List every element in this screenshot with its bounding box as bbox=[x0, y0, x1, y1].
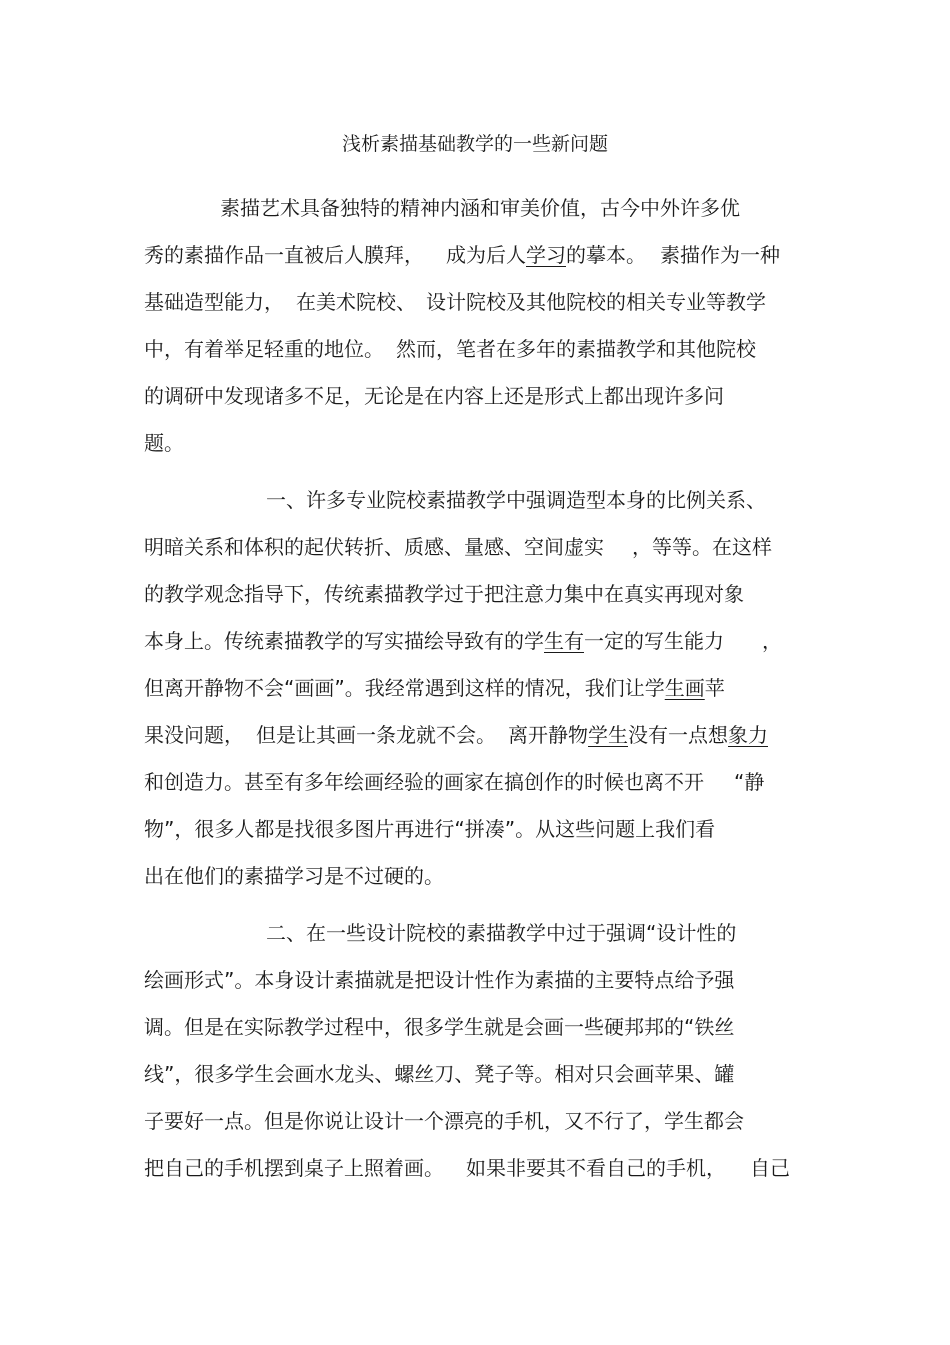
underlined-text: 学生 bbox=[588, 723, 628, 747]
text-span: 题。 bbox=[144, 431, 184, 455]
paragraph-2-line-4 bbox=[144, 628, 782, 654]
underlined-text: 学习 bbox=[526, 243, 566, 267]
text-span: 如果非要其不看自己的手机， bbox=[466, 1156, 726, 1180]
text-span: 成为后人 bbox=[446, 243, 526, 267]
text-span: 素描作为一种 bbox=[660, 243, 780, 267]
paragraph-3-line-5 bbox=[144, 1108, 744, 1134]
text-span: 的摹本。 bbox=[566, 243, 646, 267]
paragraph-3-line-6 bbox=[144, 1155, 790, 1181]
text-span: 基础造型能力， bbox=[144, 290, 284, 314]
text-span: 的调研中发现诸多不足，无论是在内容上还是形式上都出现许多问 bbox=[144, 384, 724, 408]
underlined-text: 生画 bbox=[664, 676, 705, 700]
text-span: 在美术院校、 bbox=[296, 290, 416, 314]
text-span: 出在他们的素描学习是不过硬的。 bbox=[144, 864, 444, 888]
text-span: 自己 bbox=[750, 1156, 790, 1180]
paragraph-1-line-3 bbox=[144, 289, 766, 315]
paragraph-1-line-5 bbox=[144, 383, 724, 409]
text-span: 素描艺术具备独特的精神内涵和审美价值，古今中外许多优 bbox=[220, 196, 740, 220]
paragraph-3-line-1 bbox=[266, 920, 736, 946]
paragraph-2-line-6 bbox=[144, 722, 768, 748]
text-span: 果没问题， bbox=[144, 723, 244, 747]
text-span: 明暗关系和体积的起伏转折、质感、量感、空间虚实 bbox=[144, 535, 604, 559]
paragraph-2-line-5 bbox=[144, 675, 725, 701]
text-span: 的教学观念指导下，传统素描教学过于把注意力集中在真实再现对象 bbox=[144, 582, 744, 606]
text-span: “静 bbox=[734, 770, 765, 794]
paragraph-2-line-7 bbox=[144, 769, 764, 795]
text-span: 本身上。传统素描教学的写实描绘导致有的学 bbox=[144, 629, 544, 653]
text-span: 离开静物 bbox=[508, 723, 588, 747]
text-span: 和创造力。甚至有多年绘画经验的画家在搞创作的时候也离不开 bbox=[144, 770, 704, 794]
text-span: ， bbox=[762, 629, 782, 653]
paragraph-2-line-2 bbox=[144, 534, 772, 560]
text-span: 二、在一些设计院校的素描教学中过于强调“设计性的 bbox=[266, 921, 737, 945]
paragraph-1-line-1 bbox=[220, 195, 740, 221]
paragraph-1-line-2 bbox=[144, 242, 780, 268]
text-span: ，等等。在这样 bbox=[632, 535, 772, 559]
paragraph-3-line-4 bbox=[144, 1061, 734, 1087]
underlined-text: 生有 bbox=[544, 629, 584, 653]
text-span: 调。但是在实际教学过程中，很多学生就是会画一些硬邦邦的“铁丝 bbox=[144, 1015, 735, 1039]
paragraph-1-line-4 bbox=[144, 336, 756, 362]
text-span: 把自己的手机摆到桌子上照着画。 bbox=[144, 1156, 444, 1180]
text-span: 子要好一点。但是你说让设计一个漂亮的手机，又不行了，学生都会 bbox=[144, 1109, 744, 1133]
paragraph-3-line-3 bbox=[144, 1014, 734, 1040]
text-span: 秀的素描作品一直被后人膜拜， bbox=[144, 243, 424, 267]
text-span: 物”，很多人都是找很多图片再进行“拼凑”。从这些问题上我们看 bbox=[144, 817, 716, 841]
underlined-text: 象力 bbox=[728, 723, 768, 747]
document-title: 浅析素描基础教学的一些新问题 bbox=[341, 133, 608, 155]
paragraph-2-line-1 bbox=[266, 487, 766, 513]
text-span: 但是让其画一条龙就不会。 bbox=[256, 723, 496, 747]
paragraph-1-line-6 bbox=[144, 430, 184, 456]
text-span: 一定的写生能力 bbox=[584, 629, 724, 653]
text-span: 苹 bbox=[704, 676, 725, 700]
text-span: 中，有着举足轻重的地位。 bbox=[144, 337, 384, 361]
text-span: 一、许多专业院校素描教学中强调造型本身的比例关系、 bbox=[266, 488, 766, 512]
text-span: 但离开静物不会“画画”。我经常遇到这样的情况，我们让学 bbox=[144, 676, 665, 700]
paragraph-2-line-9 bbox=[144, 863, 444, 889]
paragraph-2-line-8 bbox=[144, 816, 715, 842]
text-span: 然而，笔者在多年的素描教学和其他院校 bbox=[396, 337, 756, 361]
text-span: 设计院校及其他院校的相关专业等教学 bbox=[426, 290, 766, 314]
paragraph-3-line-2 bbox=[144, 967, 734, 993]
text-span: 线”，很多学生会画水龙头、螺丝刀、凳子等。相对只会画苹果、罐 bbox=[144, 1062, 735, 1086]
paragraph-2-line-3 bbox=[144, 581, 744, 607]
text-span: 绘画形式”。本身设计素描就是把设计性作为素描的主要特点给予强 bbox=[144, 968, 735, 992]
text-span: 没有一点想 bbox=[628, 723, 728, 747]
